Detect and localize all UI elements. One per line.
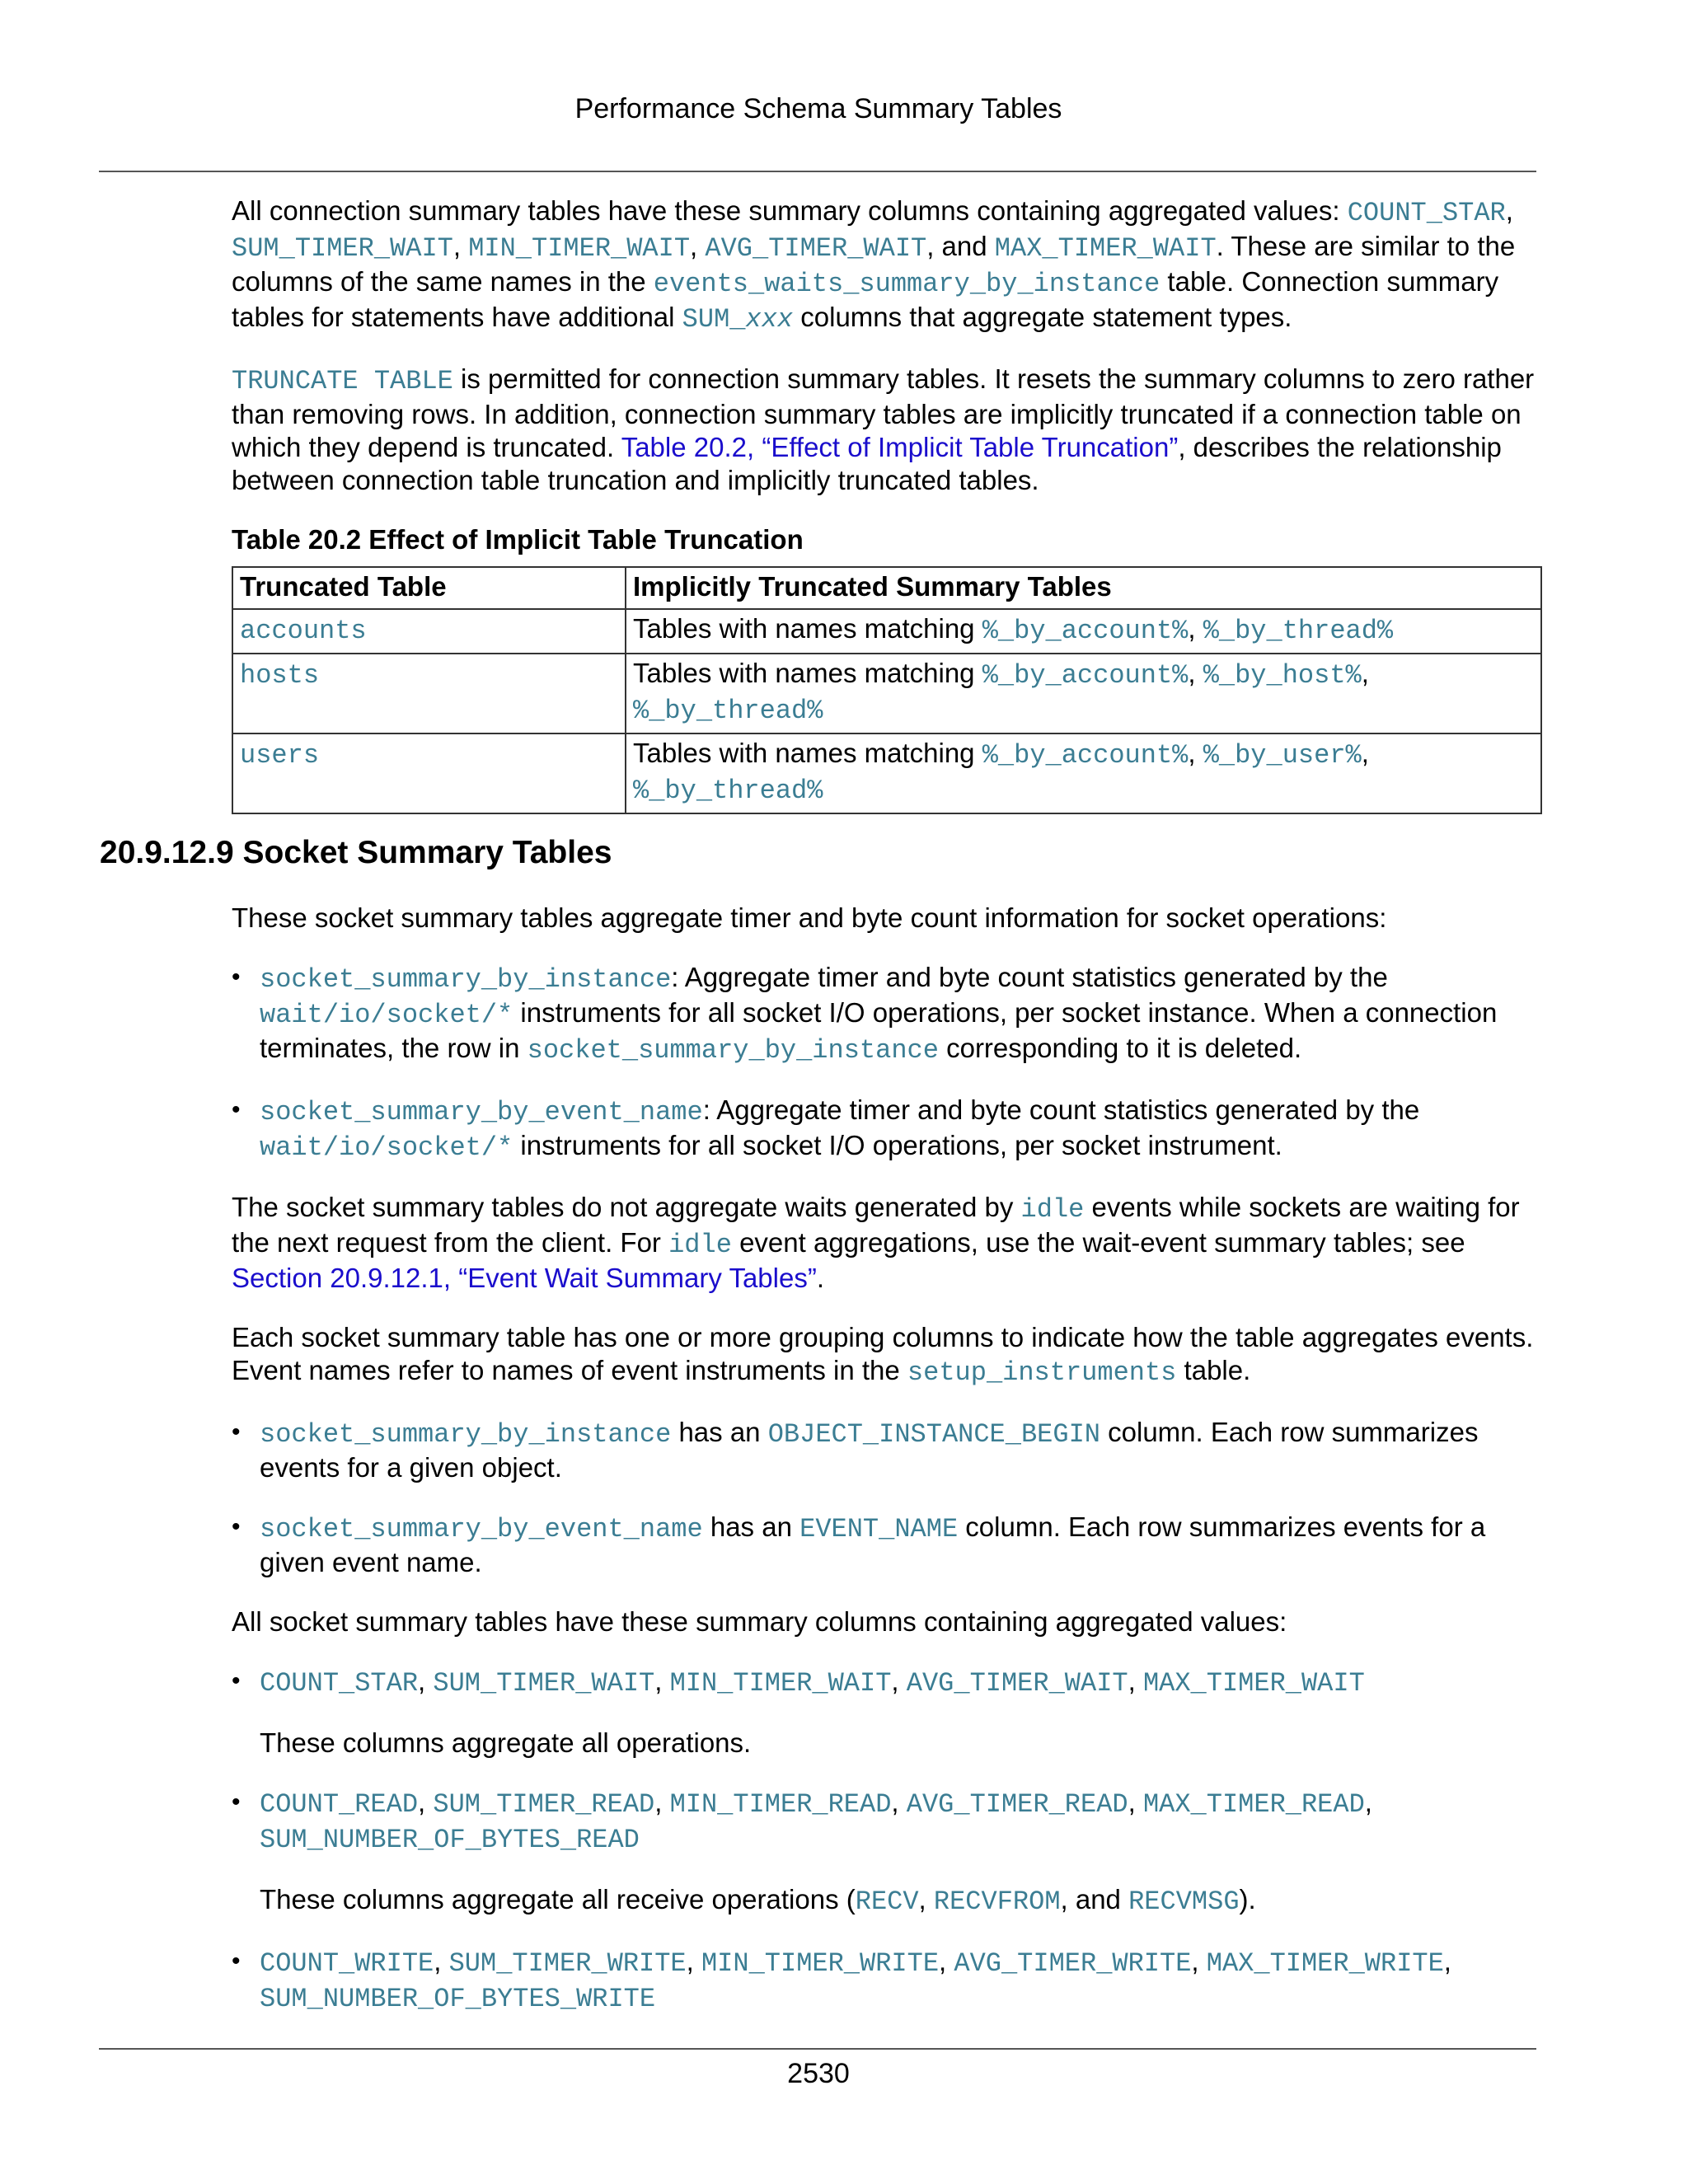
code-idle: idle xyxy=(1020,1194,1085,1225)
intro-paragraph-1 xyxy=(232,194,1542,336)
text-run: has an xyxy=(702,1511,800,1542)
footer-rule xyxy=(99,2048,1536,2050)
text-run: is permitted for connection summary tables. It resets the summary columns to zero rather than removing rows. In addition, connection summary tables are implicitly truncated if a connection table on which they depend is truncated. xyxy=(232,363,1535,462)
code-column: AVG_TIMER_WRITE xyxy=(954,1948,1192,1979)
pattern: %_by_user% xyxy=(1203,740,1362,771)
pattern: %_by_account% xyxy=(982,660,1189,691)
code-column: MAX_TIMER_READ xyxy=(1142,1789,1365,1820)
text-run: Tables with names matching xyxy=(633,613,982,644)
separator: , xyxy=(1361,658,1369,688)
code-socket-summary-by-instance[interactable]: socket_summary_by_instance xyxy=(260,1419,672,1450)
code-truncate-table[interactable]: TRUNCATE TABLE xyxy=(232,366,453,396)
page-content xyxy=(100,194,1542,2042)
text-run: : Aggregate timer and byte count statistics generated by the xyxy=(671,962,1388,992)
code-setup-instruments[interactable]: setup_instruments xyxy=(907,1357,1177,1388)
text-run: . xyxy=(816,1263,824,1293)
text-run: , describes the relationship between connection table truncation and implicitly truncated tables. xyxy=(232,432,1502,495)
code-column: AVG_TIMER_READ xyxy=(906,1789,1128,1820)
code-column: MAX_TIMER_WAIT xyxy=(1142,1668,1365,1699)
table-name-hosts[interactable]: hosts xyxy=(240,660,320,691)
text-run: , xyxy=(1505,195,1513,226)
code-column: COUNT_READ xyxy=(260,1789,419,1820)
text-run: . These are similar to the columns of the same names in the xyxy=(232,231,1516,297)
pattern: %_by_thread% xyxy=(1203,616,1394,646)
text-run: instruments for all socket I/O operations, per socket instance. When a connection terminates, the row in xyxy=(260,997,1498,1063)
pattern: %_by_host% xyxy=(1203,660,1362,691)
code-recvmsg: RECVMSG xyxy=(1128,1886,1240,1917)
code-column: MIN_TIMER_READ xyxy=(669,1789,892,1820)
separator: , xyxy=(1188,613,1203,644)
code-event-name: EVENT_NAME xyxy=(799,1514,959,1544)
section-20-9-12-1-link[interactable]: Section 20.9.12.1, “Event Wait Summary Tables” xyxy=(232,1263,817,1293)
text-run: , and xyxy=(926,231,995,261)
code-column: MIN_TIMER_WAIT xyxy=(669,1668,892,1699)
grouping-columns-list xyxy=(232,1416,1542,1579)
section-title: 20.9.12.9 Socket Summary Tables xyxy=(100,835,612,870)
text-run: These columns aggregate all receive operations ( xyxy=(260,1884,856,1915)
text-run: All connection summary tables have these summary columns containing aggregated values: xyxy=(232,195,1348,226)
code-column: SUM_NUMBER_OF_BYTES_WRITE xyxy=(260,1984,656,2014)
code-recvfrom: RECVFROM xyxy=(933,1886,1061,1917)
section-intro: These socket summary tables aggregate timer and byte count information for socket operations: xyxy=(232,902,1387,933)
table-header-row xyxy=(232,567,1541,609)
code-idle: idle xyxy=(668,1230,732,1260)
header-truncated-table: Truncated Table xyxy=(232,567,626,609)
page-number: 2530 xyxy=(787,2058,850,2089)
code-min-timer-wait: MIN_TIMER_WAIT xyxy=(468,233,691,264)
text-run: Tables with names matching xyxy=(633,738,982,768)
code-column: AVG_TIMER_WAIT xyxy=(906,1668,1128,1699)
code-column: SUM_TIMER_WRITE xyxy=(448,1948,687,1979)
text-run: instruments for all socket I/O operations, per socket instrument. xyxy=(513,1130,1282,1160)
truncated-table-cell xyxy=(232,654,626,733)
code-recv: RECV xyxy=(855,1886,919,1917)
list-item xyxy=(232,961,1542,1067)
text-run: events while sockets are waiting for the next request from the client. For xyxy=(232,1192,1520,1258)
list-item xyxy=(232,1511,1542,1579)
text-run: , and xyxy=(1060,1884,1129,1915)
idle-paragraph xyxy=(232,1191,1542,1295)
table-row xyxy=(232,609,1541,654)
code-socket-summary-by-event-name[interactable]: socket_summary_by_event_name xyxy=(260,1097,703,1127)
text-run: : Aggregate timer and byte count statistics generated by the xyxy=(702,1094,1420,1125)
summary-tables-cell xyxy=(626,609,1541,654)
text-run: has an xyxy=(671,1417,768,1447)
text-run: Each socket summary table has one or more grouping columns to indicate how the table aggregates events. Event names refer to names of event instruments in the xyxy=(232,1322,1534,1385)
page-header: Performance Schema Summary Tables xyxy=(574,93,1062,124)
text-run: table. xyxy=(1176,1355,1251,1385)
table-20-2-link[interactable]: Table 20.2, “Effect of Implicit Table Truncation” xyxy=(621,432,1179,462)
pattern: %_by_thread% xyxy=(633,696,823,726)
table-row xyxy=(232,654,1541,733)
code-object-instance-begin: OBJECT_INSTANCE_BEGIN xyxy=(767,1419,1100,1450)
text-run: columns that aggregate statement types. xyxy=(793,302,1292,332)
text-run: corresponding to it is deleted. xyxy=(938,1033,1302,1063)
summary-tables-cell xyxy=(626,654,1541,733)
code-sum-prefix: SUM_ xyxy=(682,304,746,335)
text-run: column. Each row summarizes events for a given event name. xyxy=(260,1511,1486,1577)
summary-columns-list xyxy=(232,1665,1542,2016)
truncated-table-cell xyxy=(232,609,626,654)
code-column: SUM_TIMER_WAIT xyxy=(433,1668,655,1699)
table-caption: Table 20.2 Effect of Implicit Table Truncation xyxy=(232,524,804,555)
text-run: column. Each row summarizes events for a given object. xyxy=(260,1417,1479,1483)
pattern: %_by_account% xyxy=(982,616,1189,646)
table-row xyxy=(232,733,1541,813)
code-wait-io-socket: wait/io/socket/* xyxy=(260,1000,513,1030)
text-run: , xyxy=(918,1884,934,1915)
code-column: SUM_NUMBER_OF_BYTES_READ xyxy=(260,1825,640,1855)
truncation-table xyxy=(232,566,1542,814)
code-socket-summary-by-event-name[interactable]: socket_summary_by_event_name xyxy=(260,1514,703,1544)
code-column: MIN_TIMER_WRITE xyxy=(701,1948,940,1979)
list-item: • COUNT_READ, SUM_TIMER_READ, MIN_TIMER_READ, AVG_TIMER_READ, MAX_TIMER_READ, SUM_NUMBER_OF_BYTES_READ These columns aggregate all receive operations (RECV, RECVFROM, and RECVMSG). xyxy=(232,1786,1542,1919)
table-name-users[interactable]: users xyxy=(240,740,320,771)
text-run: event aggregations, use the wait-event summary tables; see xyxy=(731,1227,1465,1258)
code-xxx: xxx xyxy=(745,304,794,335)
list-item xyxy=(232,1094,1542,1165)
truncated-table-cell xyxy=(232,733,626,813)
code-avg-timer-wait: AVG_TIMER_WAIT xyxy=(705,233,927,264)
text-run: The socket summary tables do not aggregate waits generated by xyxy=(232,1192,1021,1222)
list-item-note: These columns aggregate all operations. xyxy=(260,1727,752,1758)
summary-tables-cell xyxy=(626,733,1541,813)
code-socket-summary-by-instance[interactable]: socket_summary_by_instance xyxy=(260,964,672,995)
text-run: , xyxy=(690,231,706,261)
code-column: COUNT_STAR xyxy=(260,1668,419,1699)
code-sum-timer-wait: SUM_TIMER_WAIT xyxy=(232,233,453,264)
list-item: • COUNT_STAR, SUM_TIMER_WAIT, MIN_TIMER_WAIT, AVG_TIMER_WAIT, MAX_TIMER_WAIT These columns aggregate all operations. xyxy=(232,1665,1542,1760)
text-run: table. Connection summary tables for statements have additional xyxy=(232,266,1499,332)
pattern: %_by_thread% xyxy=(633,776,823,806)
code-column: SUM_TIMER_READ xyxy=(433,1789,655,1820)
pattern: %_by_account% xyxy=(982,740,1189,771)
header-rule xyxy=(99,171,1536,172)
code-events-waits-summary: events_waits_summary_by_instance xyxy=(653,269,1160,299)
grouping-paragraph xyxy=(232,1321,1542,1390)
columns-paragraph: All socket summary tables have these summary columns containing aggregated values: xyxy=(232,1606,1287,1637)
code-socket-summary-by-instance[interactable]: socket_summary_by_instance xyxy=(527,1035,939,1066)
socket-tables-list xyxy=(232,961,1542,1165)
separator: , xyxy=(1188,658,1203,688)
separator: , xyxy=(1361,738,1369,768)
code-column: MAX_TIMER_WRITE xyxy=(1206,1948,1444,1979)
code-wait-io-socket: wait/io/socket/* xyxy=(260,1132,513,1163)
text-run: ). xyxy=(1239,1884,1256,1915)
list-item: • COUNT_WRITE, SUM_TIMER_WRITE, MIN_TIMER_WRITE, AVG_TIMER_WRITE, MAX_TIMER_WRITE, SUM_NUMBER_OF_BYTES_WRITE xyxy=(232,1945,1542,2016)
header-implicitly-truncated: Implicitly Truncated Summary Tables xyxy=(626,567,1541,609)
code-max-timer-wait: MAX_TIMER_WAIT xyxy=(994,233,1217,264)
text-run: , xyxy=(452,231,469,261)
code-count-star: COUNT_STAR xyxy=(1347,198,1506,228)
table-name-accounts[interactable]: accounts xyxy=(240,616,367,646)
list-item xyxy=(232,1416,1542,1484)
text-run: Tables with names matching xyxy=(633,658,982,688)
code-column: COUNT_WRITE xyxy=(260,1948,434,1979)
intro-paragraph-2 xyxy=(232,363,1542,497)
list-item-note xyxy=(260,1883,1542,1919)
separator: , xyxy=(1188,738,1203,768)
